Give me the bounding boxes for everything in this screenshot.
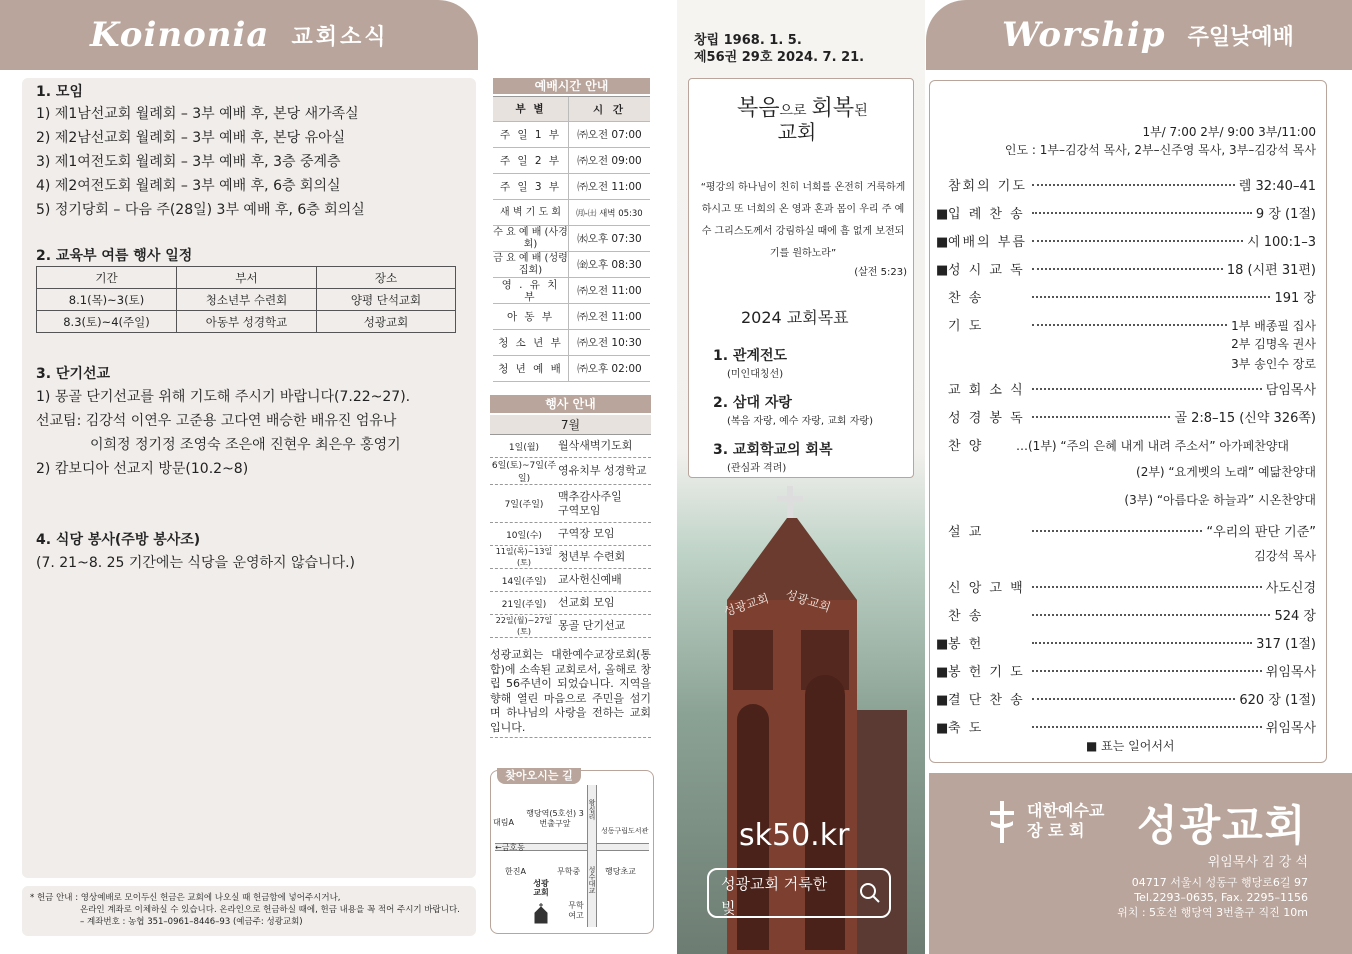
order-value: 317 (1절): [1256, 637, 1316, 652]
order-item: 찬 양: [948, 439, 984, 454]
service-time: ㈮오후 08:30: [577, 259, 642, 271]
service-time: ㈜오전 11:00: [577, 311, 642, 323]
order-value: 사도신경: [1265, 581, 1316, 596]
search-icon[interactable]: [859, 882, 881, 904]
table-cell: 성광교회: [317, 311, 456, 333]
event-row: [490, 569, 651, 592]
order-row: [936, 717, 1316, 736]
church-icon: [531, 903, 551, 925]
order-row: [936, 259, 1316, 278]
kitchen-line: (7. 21~8. 25 기간에는 식당을 운영하지 않습니다.): [36, 555, 356, 571]
address-line: Tel.2293–0635, Fax. 2295–1156: [1134, 891, 1308, 904]
order-row: [936, 689, 1316, 708]
order-item: 교 회 소 식: [948, 383, 1025, 398]
events-title: 행사 안내: [490, 395, 651, 413]
order-value: 1부 배종필 집사: [1231, 319, 1316, 333]
order-item: 입 례 찬 송: [948, 207, 1025, 222]
meeting-item: 3) 제1여전도회 월례회 – 3부 예배 후, 3층 중계층: [36, 154, 341, 170]
order-row: [936, 379, 1316, 398]
goal-title: 2. 삼대 자랑: [713, 395, 792, 411]
stand-marker: ■: [936, 235, 949, 250]
order-value: 시 100:1–3: [1247, 235, 1316, 250]
mission-team-line: 이희정 정기정 조영숙 조은애 진현우 최은우 홍영기: [90, 437, 401, 453]
founded-date: 창립 1968. 1. 5.: [694, 33, 802, 48]
prayer-leader: 2부 김명옥 권사: [1231, 337, 1316, 351]
search-text: 성광교회 거룩한 빛: [721, 875, 828, 917]
event-row: [490, 523, 651, 546]
event-date: 10일(수): [506, 530, 542, 541]
order-item: 설 교: [948, 525, 984, 540]
section-mission-title: 3. 단기선교: [36, 366, 111, 382]
map-label: ←금호동: [495, 843, 525, 852]
worship-order: [929, 80, 1327, 763]
order-item: 예배의 부름: [948, 235, 1027, 250]
event-title: 월삭새벽기도회: [558, 439, 633, 452]
church-footer: [929, 773, 1352, 954]
table-header-cell: 부 별: [493, 97, 569, 121]
table-cell: 아동부 성경학교: [177, 311, 317, 333]
goal-subtitle: (관심과 격려): [727, 463, 787, 474]
order-row: [936, 521, 1316, 540]
event-title: 선교회 모임: [558, 596, 615, 609]
table-row: [493, 148, 650, 174]
publication-info: [694, 32, 864, 66]
map-label: 성수대교: [588, 866, 596, 894]
section-kitchen-title: 4. 식당 봉사(주방 봉사조): [36, 532, 201, 548]
order-value: 191 장: [1274, 291, 1316, 306]
service-name: 아 동 부: [493, 304, 569, 329]
order-item: 신 앙 고 백: [948, 581, 1025, 596]
order-item: 봉 헌 기 도: [948, 665, 1025, 680]
koinonia-header: [0, 0, 478, 70]
summer-schedule-table: [36, 266, 456, 333]
service-name: 주 일 2 부: [493, 148, 569, 173]
sunday-worship-title: 주일낮예배: [1187, 24, 1294, 50]
order-row: [936, 633, 1316, 652]
order-value: 위임목사: [1265, 665, 1316, 680]
table-header-cell: 기간: [37, 267, 177, 289]
event-title: 교사헌신예배: [558, 573, 622, 586]
event-row: [490, 435, 651, 458]
prayer-leader: 3부 송인수 장로: [1231, 357, 1316, 371]
service-name: 수 요 예 배 (사경회): [493, 226, 568, 250]
church-logo-icon: [987, 801, 1017, 843]
table-cell: 양평 단석교회: [317, 289, 456, 311]
address-line: 04717 서울시 성동구 행당로6길 97: [1131, 876, 1308, 889]
verse-reference: (살전 5:23): [854, 267, 907, 278]
search-box[interactable]: [707, 868, 891, 918]
map-label: 행당초교: [605, 867, 636, 876]
service-name: 주 일 1 부: [493, 122, 569, 147]
event-title: 청년부 수련회: [558, 550, 626, 563]
table-cell: 8.3(토)~4(주일): [37, 311, 177, 333]
table-cell: 청소년부 수련회: [177, 289, 317, 311]
table-row: [493, 330, 650, 356]
event-date: 7일(주일): [504, 500, 544, 510]
order-row: [936, 407, 1316, 426]
order-row: [936, 203, 1316, 222]
order-item: 봉 헌: [948, 637, 984, 652]
header-rule: [0, 68, 478, 70]
order-item: 결 단 찬 송: [948, 693, 1025, 708]
mission-team-line: 선교팀: 김강석 이연우 고준용 고다연 배승한 배유진 엄유나: [36, 413, 397, 429]
worship-header: [926, 0, 1352, 70]
tower-sign-left: 성광교회: [722, 591, 771, 619]
table-row: [493, 278, 650, 304]
worship-title: Worship: [1002, 15, 1166, 55]
church-name: 성광교회: [1137, 801, 1308, 850]
directions-map: [490, 770, 654, 934]
service-name: 영 . 유 치 부: [493, 278, 569, 303]
koinonia-title: Koinonia: [90, 15, 270, 55]
service-name: 주 일 3 부: [493, 174, 569, 199]
service-name: 청 년 예 배: [493, 356, 569, 381]
table-header-cell: 시 간: [593, 103, 626, 116]
anthem-line: …(1부) “주의 은혜 내게 내려 주소서” 아가페찬양대: [1016, 439, 1289, 453]
table-row: [37, 311, 456, 333]
order-row: [936, 315, 1316, 334]
event-row: [490, 458, 651, 485]
table-header-row: [493, 96, 650, 122]
order-item: 찬 송: [948, 291, 984, 306]
order-row: [936, 605, 1316, 624]
table-row: [37, 289, 456, 311]
service-time: ㈜오전 11:00: [577, 285, 642, 297]
event-row: [490, 485, 651, 523]
sermon-title: “우리의 판단 기준”: [1206, 525, 1316, 540]
map-label: 무학중: [557, 867, 581, 876]
goals-list: [713, 345, 909, 474]
address-line: 위치 : 5호선 행당역 3번출구 직진 10m: [1117, 906, 1308, 919]
map-label: 왕십리: [588, 799, 596, 820]
service-name: 청 소 년 부: [493, 330, 569, 355]
service-name: 새 벽 기 도 회: [493, 200, 569, 225]
meeting-item: 4) 제2여전도회 월례회 – 3부 예배 후, 6층 회의실: [36, 178, 341, 194]
service-times-table: [493, 96, 650, 382]
service-name: 금 요 예 배 (성령집회): [493, 252, 568, 276]
table-row: [493, 122, 650, 148]
order-value: 524 장: [1274, 609, 1316, 624]
directions-title: 찾아오시는 길: [497, 768, 581, 784]
tower-sign-right: 성광교회: [783, 587, 833, 615]
event-date: 11일(목)~13일(토): [495, 547, 553, 567]
order-item: 찬 송: [948, 609, 984, 624]
meeting-item: 1) 제1남선교회 월례회 – 3부 예배 후, 본당 새가족실: [36, 106, 359, 122]
anthem-line: (2부) “요게벳의 노래” 예닮찬양대: [1136, 465, 1316, 479]
table-row: [493, 304, 650, 330]
meeting-item: 2) 제2남선교회 월례회 – 3부 예배 후, 본당 유아실: [36, 130, 346, 146]
denomination-line: 장 로 회: [1027, 821, 1085, 840]
table-cell: 8.1(목)~3(토): [37, 289, 177, 311]
preacher: 김강석 목사: [1254, 549, 1316, 563]
order-item: 성 경 봉 독: [948, 411, 1025, 426]
issue-number: 제56권 29호 2024. 7. 21.: [694, 50, 865, 65]
order-row: [936, 661, 1316, 680]
order-value: 렘 32:40–41: [1238, 179, 1316, 194]
mission-line: 2) 캄보디아 선교지 방문(10.2~8): [36, 461, 249, 477]
event-title: 구역장 모임: [558, 527, 615, 540]
stand-marker: ■: [936, 263, 949, 278]
event-title: 맥추감사주일 구역모임: [558, 489, 622, 517]
slogan-word: 교회: [777, 120, 817, 144]
service-time: ㈜오전 09:00: [577, 155, 642, 167]
order-item: 기 도: [948, 319, 984, 334]
meeting-item: 5) 정기당회 – 다음 주(28일) 3부 예배 후, 6층 회의실: [36, 202, 365, 218]
news-panel: [22, 78, 476, 878]
denomination-line: 대한예수교: [1027, 801, 1105, 820]
church-intro: 성광교회는 대한예수교장로회(통합)에 소속된 교회로서, 올해로 창립 56주년이 되었습니다. 지역을 향해 열린 마음으로 주민을 섬기며 하나님의 사랑을 전하는 교회입니다.: [490, 648, 651, 734]
event-date: 6일(토)~7일(주일): [491, 461, 557, 484]
service-times-title: 예배시간 안내: [493, 78, 650, 94]
order-item: 성 시 교 독: [948, 263, 1025, 278]
event-date: 21일(주일): [501, 599, 547, 610]
offering-footnote: [22, 886, 476, 936]
stand-marker: ■: [936, 637, 949, 652]
service-times: 1부/ 7:00 2부/ 9:00 3부/11:00: [1142, 125, 1316, 139]
order-row: [936, 231, 1316, 250]
service-leaders: 인도 : 1부–김강석 목사, 2부–신주영 목사, 3부–김강석 목사: [1004, 143, 1316, 157]
events-table: [490, 415, 651, 638]
section-meetings-title: 1. 모임: [36, 84, 83, 100]
event-title: 영유치부 성경학교: [558, 464, 647, 477]
goal-title: 3. 교회학교의 회복: [713, 442, 833, 458]
order-value: 골 2:8–15 (신약 326쪽): [1174, 411, 1316, 426]
church-address: [1117, 875, 1308, 920]
slogan-word: 회복: [811, 96, 855, 121]
senior-pastor: 위임목사 김 강 석: [1207, 855, 1308, 870]
slogan-word: 된: [854, 103, 868, 119]
service-time: ㈪-㈯ 새벽 05:30: [576, 208, 643, 219]
service-time: ㈜오후 02:00: [577, 363, 642, 375]
slogan-word: 으로: [779, 103, 807, 119]
website-url[interactable]: sk50.kr: [739, 818, 850, 853]
stand-marker: ■: [936, 665, 949, 680]
event-row: [490, 615, 651, 638]
map-label: 성광교회: [533, 879, 549, 897]
service-time: ㈬오후 07:30: [577, 233, 642, 245]
table-row: [493, 226, 650, 252]
denomination: [1027, 801, 1104, 841]
section-summer-title: 2. 교육부 여름 행사 일정: [36, 248, 193, 264]
map-label: 한진A: [505, 867, 526, 876]
footnote-line: * 헌금 안내 : 영상예배로 모이두신 헌금은 교회에 나오실 때 헌금함에 넣어주시거나,: [30, 893, 341, 903]
table-header-cell: 장소: [317, 267, 456, 289]
intro-divider: [490, 737, 651, 738]
order-item: 참회의 기도: [948, 179, 1027, 194]
stand-note: ■ 표는 일어서서: [1086, 739, 1175, 753]
event-date: 1일(월): [508, 442, 540, 453]
table-row: [493, 174, 650, 200]
table-row: [493, 200, 650, 226]
table-row: [493, 356, 650, 382]
stand-marker: ■: [936, 207, 949, 222]
order-value: 담임목사: [1265, 383, 1316, 398]
church-news-title: 교회소식: [291, 24, 389, 50]
table-header-cell: 부서: [177, 267, 317, 289]
service-time: ㈜오전 11:00: [577, 181, 642, 193]
order-row: [936, 577, 1316, 596]
footnote-line: 온라인 계좌로 이체하실 수 있습니다. 온라인으로 헌금하실 때에, 헌금 내용을 꼭 적어 주시기 바랍니다.: [80, 905, 460, 915]
bible-verse: “평강의 하나님이 친히 너희를 온전히 거룩하게 하시고 또 너희의 온 영과 혼과 몸이 우리 주 예수 그리스도께서 강림하실 때에 흠 없게 보전되기를 원하노라”: [700, 182, 906, 259]
event-row: [490, 592, 651, 615]
stand-marker: ■: [936, 721, 949, 736]
goals-title: 2024 교회목표: [741, 308, 849, 327]
goal-subtitle: (복음 자랑, 예수 자랑, 교회 자랑): [727, 416, 873, 427]
service-time: ㈜오전 10:30: [577, 337, 642, 349]
news-content: [36, 80, 466, 575]
map-label: 행당역(5호선) 3번출구앞: [526, 809, 584, 828]
slogan-word: 복음: [737, 96, 780, 121]
goal-subtitle: (미인대칭선): [727, 369, 784, 380]
event-row: [490, 546, 651, 569]
stand-marker: ■: [936, 693, 949, 708]
mission-line: 1) 몽골 단기선교를 위해 기도해 주시기 바랍니다(7.22~27).: [36, 389, 411, 405]
order-value: 18 (시편 31편): [1226, 263, 1316, 278]
map-label: 성동구립도서관: [601, 827, 649, 835]
header-rule: [926, 68, 1352, 70]
goal-title: 1. 관계전도: [713, 348, 788, 364]
footnote-line: – 계좌번호 : 농협 351–0961–8446–93 (예금주: 성광교회): [80, 917, 303, 927]
table-row: [493, 252, 650, 278]
events-month: 7월: [490, 415, 651, 435]
service-time: ㈜오전 07:00: [577, 129, 642, 141]
map-label: 무학여고: [568, 901, 584, 920]
order-row: [936, 435, 1316, 454]
vision-box: [688, 78, 914, 478]
order-row: [936, 287, 1316, 306]
order-item: 축 도: [948, 721, 984, 736]
order-value: 9 장 (1절): [1255, 207, 1316, 222]
church-slogan: [737, 91, 887, 145]
order-value: 위임목사: [1265, 721, 1316, 736]
table-header-row: [37, 267, 456, 289]
order-row: [936, 175, 1316, 194]
event-date: 14일(주일): [501, 576, 547, 587]
map-label: 대림A: [493, 818, 514, 827]
event-title: 몽골 단기선교: [558, 619, 626, 632]
anthem-line: (3부) “아름다운 하늘과” 시온찬양대: [1124, 493, 1316, 507]
event-date: 22일(월)~27일(토): [495, 616, 553, 636]
order-value: 620 장 (1절): [1239, 693, 1316, 708]
